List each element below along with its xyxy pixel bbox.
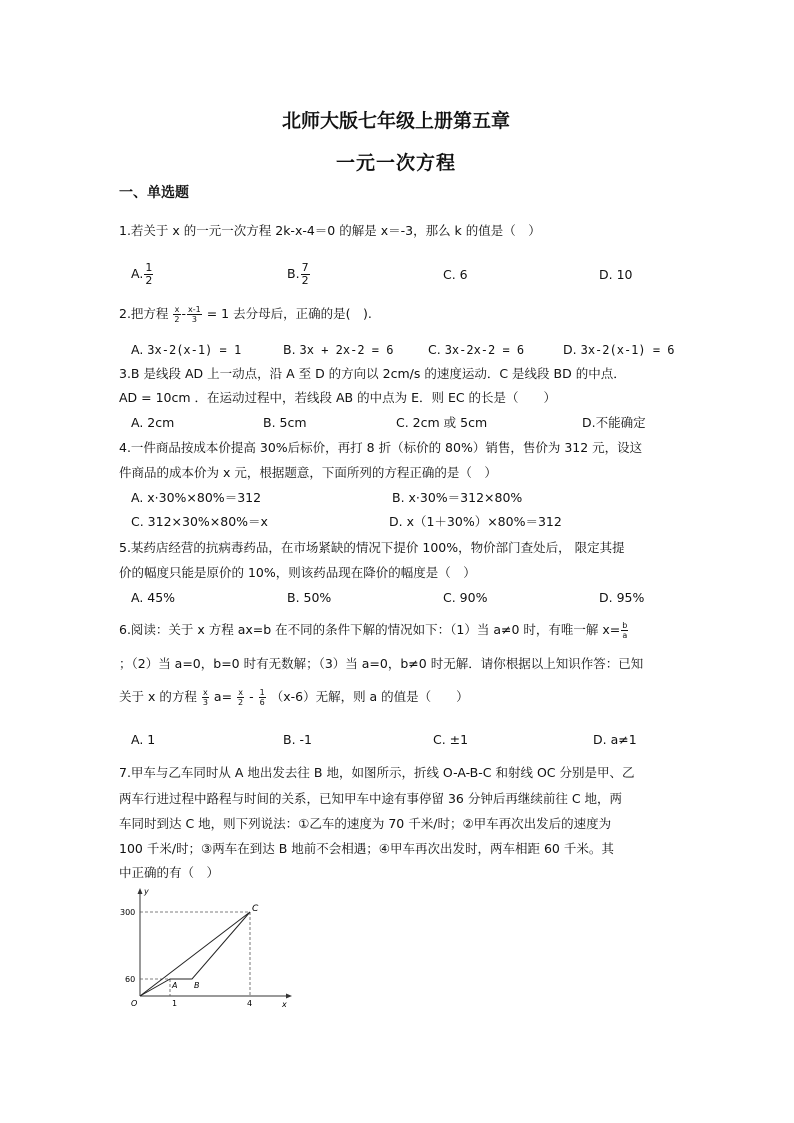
question-6-option-c: C. ±1	[433, 732, 469, 747]
stem-text: 关于 x 的方程	[119, 689, 197, 704]
question-4-option-c: C. 312×30%×80%＝x	[131, 514, 268, 529]
x-axis-label: x	[282, 1000, 287, 1008]
stem-text: 2.把方程	[119, 306, 169, 321]
numerator: 1	[145, 261, 153, 274]
x-axis-arrow	[286, 994, 292, 999]
question-6-option-b: B. -1	[283, 732, 312, 747]
question-2-option-a	[131, 341, 241, 359]
y-axis-label: y	[144, 887, 149, 896]
fraction	[301, 262, 310, 287]
fraction	[621, 621, 628, 640]
question-4-option-d: D. x（1＋30%）×80%＝312	[389, 514, 562, 529]
question-1-option-c: C. 6	[443, 267, 468, 282]
question-4-line-2: 件商品的成本价为 x 元，根据题意，下面所列的方程正确的是（ ）	[119, 465, 497, 480]
option-b-label: B.	[287, 266, 300, 281]
denominator: 3	[191, 315, 197, 324]
question-3-line-2: AD = 10cm ．在运动过程中，若线段 AB 的中点为 E．则 EC 的长是（ ）	[119, 390, 557, 405]
question-6-option-a: A. 1	[131, 732, 156, 747]
question-4-line-1: 4.一件商品按成本价提高 30%后标价，再打 8 折（标价的 80%）销售，售价为 312 元，设这	[119, 440, 643, 455]
question-7-line-4: 100 千米/时；③两车在到达 B 地前不会相遇；④甲车再次出发时，两车相距 60 千米。其	[119, 841, 614, 856]
fraction	[187, 305, 202, 324]
denominator: 2	[174, 315, 180, 324]
option-a-label: A.	[131, 266, 144, 281]
question-6-line-2: ；（2）当 a=0，b=0 时有无数解；（3）当 a=0，b≠0 时无解．请你根据以上知识作答：已知	[119, 656, 644, 671]
fraction	[173, 305, 180, 324]
fraction	[202, 688, 209, 707]
question-1-stem: 1.若关于 x 的一元一次方程 2k-x-4＝0 的解是 x＝-3，那么 k 的值是（ ）	[119, 223, 541, 238]
question-5-option-a: A. 45%	[131, 590, 176, 605]
point-c-label: C	[252, 904, 259, 914]
denominator: 2	[238, 698, 244, 707]
question-5-line-1: 5.某药店经营的抗病毒药品，在市场紧缺的情况下提价 100%，物价部门查处后， 限定其提	[119, 540, 625, 555]
tick-300: 300	[120, 908, 136, 917]
numerator: 1	[259, 688, 265, 697]
denominator: a	[622, 631, 628, 640]
question-7-line-1: 7.甲车与乙车同时从 A 地出发去往 B 地，如图所示，折线 O-A-B-C 和射线 OC 分别是甲、乙	[119, 765, 635, 780]
question-4-option-b: B. x·30%＝312×80%	[392, 490, 523, 505]
question-2-option-d	[563, 341, 675, 359]
option-label: C.	[428, 342, 441, 357]
question-3-option-b: B. 5cm	[263, 415, 307, 430]
stem-text: （x-6）无解，则 a 的值是（ ）	[270, 689, 469, 704]
denominator: 2	[145, 274, 153, 287]
option-text: 3x-2(x-1) = 1	[147, 343, 242, 357]
numerator: x	[174, 305, 180, 314]
question-1-option-a	[131, 262, 154, 287]
y-axis-arrow	[138, 888, 143, 894]
question-4-option-a: A. x·30%×80%＝312	[131, 490, 262, 505]
question-1-option-b	[287, 262, 311, 287]
section-heading: 一、单选题	[119, 185, 189, 201]
question-7-line-5: 中正确的有（ ）	[119, 865, 220, 880]
stem-text: a=	[213, 689, 233, 704]
numerator: 7	[301, 261, 309, 274]
document-subtitle: 一元一次方程	[336, 152, 457, 174]
fraction	[237, 688, 244, 707]
question-5-option-c: C. 90%	[443, 590, 488, 605]
denominator: 6	[259, 698, 265, 707]
fraction	[259, 688, 266, 707]
question-3-line-1: 3.B 是线段 AD 上一动点，沿 A 至 D 的方向以 2cm/s 的速度运动．C 是线段 BD 的中点．	[119, 366, 626, 381]
question-7-line-2: 两车行进过程中路程与时间的关系，已知甲车中途有事停留 36 分钟后再继续前往 C 地，两	[119, 791, 623, 806]
option-text: 3x + 2x-2 = 6	[299, 343, 394, 357]
question-6-line-1	[119, 621, 629, 640]
question-2-option-c	[428, 341, 524, 359]
origin-label: O	[131, 999, 138, 1008]
option-text: 3x-2x-2 = 6	[444, 343, 525, 357]
question-2-stem	[119, 305, 372, 324]
numerator: x-1	[188, 305, 201, 314]
question-7-line-3: 车同时到达 C 地，则下列说法：①乙车的速度为 70 千米/时；②甲车再次出发后的速度为	[119, 816, 612, 831]
question-2-option-b	[283, 341, 393, 359]
option-label: A.	[131, 342, 144, 357]
tick-60: 60	[125, 975, 136, 984]
minus-sign: -	[181, 306, 187, 321]
fraction	[144, 262, 153, 287]
numerator: b	[622, 621, 628, 630]
denominator: 3	[202, 698, 208, 707]
question-3-option-d: D.不能确定	[582, 415, 646, 430]
tick-x4: 4	[247, 999, 253, 1008]
question-5-line-2: 价的幅度只能是原价的 10%，则该药品现在降价的幅度是（ ）	[119, 565, 476, 580]
numerator: x	[238, 688, 243, 697]
document-title: 北师大版七年级上册第五章	[282, 110, 511, 132]
question-5-option-b: B. 50%	[287, 590, 332, 605]
stem-text: 6.阅读：关于 x 方程 ax=b 在不同的条件下解的情况如下：（1）当 a≠0 时，有唯一解 x=	[119, 622, 621, 637]
question-3-option-c: C. 2cm 或 5cm	[396, 415, 488, 430]
option-label: D.	[563, 342, 577, 357]
option-text: 3x-2(x-1) = 6	[580, 343, 675, 357]
tick-x1: 1	[172, 999, 178, 1008]
stem-text: = 1 去分母后，正确的是( ).	[206, 306, 372, 321]
denominator: 2	[301, 274, 309, 287]
point-a-label: A	[172, 981, 178, 990]
question-6-line-3	[119, 688, 469, 707]
point-b-label: B	[194, 981, 200, 990]
numerator: x	[203, 688, 208, 697]
question-3-option-a: A. 2cm	[131, 415, 175, 430]
distance-time-graph	[118, 884, 298, 1008]
question-1-option-d: D. 10	[599, 267, 633, 282]
question-5-option-d: D. 95%	[599, 590, 645, 605]
question-6-option-d: D. a≠1	[593, 732, 637, 747]
minus-sign: -	[249, 689, 254, 704]
option-label: B.	[283, 342, 296, 357]
